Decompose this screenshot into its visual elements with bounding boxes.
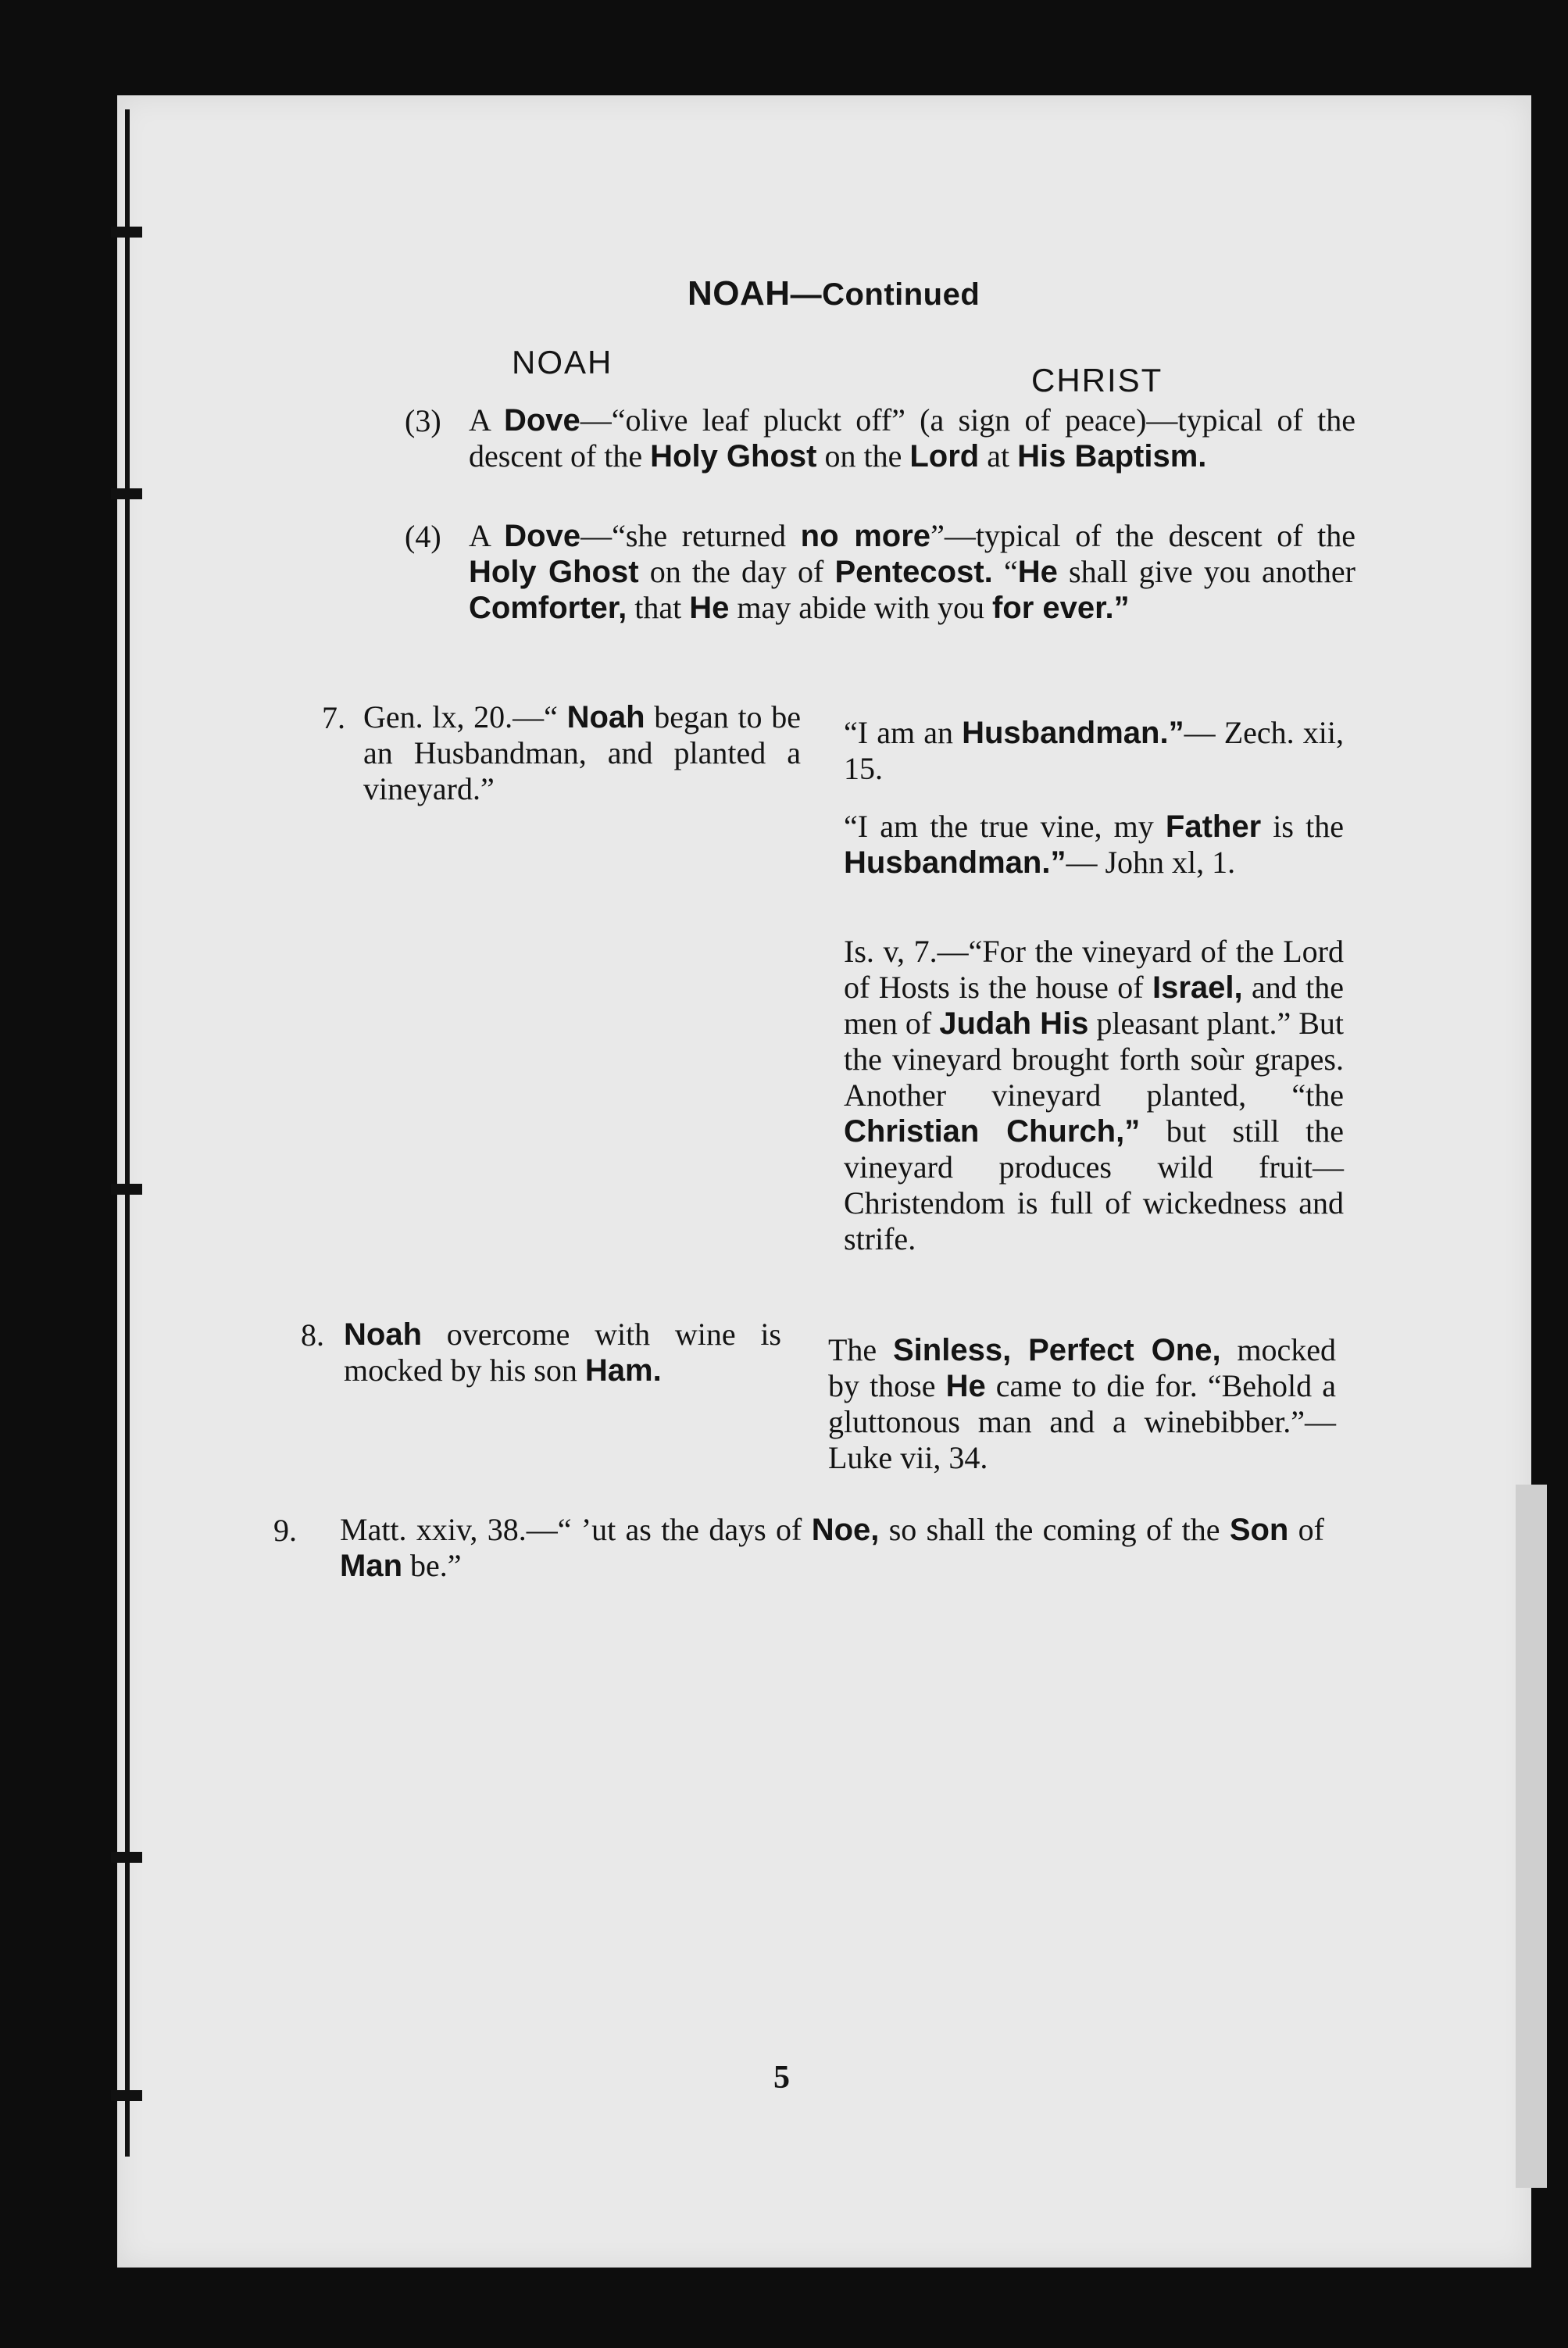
item-4-text: A Dove—“she returned no more”—typical of the descent of the Holy Ghost on the day of Pentecost. “He shall give you another Comforter, that He may abide with you for ever.” [469, 518, 1356, 625]
item-8-right: The Sinless, Perfect One, mocked by those He came to die for. “Behold a gluttonous man and a winebibber.”—Luke vii, 34. [828, 1332, 1337, 1475]
item-number: (4) [405, 519, 441, 554]
title-main: NOAH [688, 274, 791, 313]
column-header-christ: CHRIST [1031, 362, 1163, 398]
item-7-left: Gen. lx, 20.—“ Noah began to be an Husbandman, and planted a vineyard.” [363, 699, 801, 806]
page-title [688, 273, 980, 313]
binding-stitch [111, 1184, 142, 1195]
item-number: (3) [405, 403, 441, 438]
item-number: 8. [301, 1317, 324, 1353]
binding-stitch [111, 488, 142, 499]
item-9-text: Matt. xxiv, 38.—“ ’ut as the days of Noe, so shall the coming of the Son of Man be.” [340, 1512, 1325, 1583]
item-7-right-zech: “I am an Husbandman.”— Zech. xii, 15. [844, 715, 1345, 786]
binding-stitch [111, 227, 142, 238]
item-number: 7. [322, 700, 345, 735]
page-edge [1516, 1485, 1547, 2188]
item-8-left: Noah overcome with wine is mocked by his son Ham. [344, 1317, 781, 1388]
item-number: 9. [273, 1513, 297, 1548]
title-suffix: —Continued [790, 277, 980, 312]
page-number: 5 [773, 2060, 790, 2096]
binding-stitch [111, 2090, 142, 2101]
item-7-right-john: “I am the true vine, my Father is the Husbandman.”— John xl, 1. [844, 809, 1344, 880]
binding-spine [125, 109, 130, 2157]
binding-stitch [111, 1852, 142, 1863]
column-header-noah: NOAH [512, 344, 613, 381]
item-3-text: A Dove—“olive leaf pluckt off” (a sign of peace)—typical of the descent of the Holy Ghost on the Lord at His Baptism. [469, 402, 1355, 474]
item-7-right-isaiah: Is. v, 7.—“For the vineyard of the Lord of Hosts is the house of Israel, and the men of Judah His pleasant plant.” But the vineyard brought forth soùr grapes. Another vineyard planted, “the Christian Church,” but still the vineyard produces wild fruit—Christendom is full of wickedness and strife. [844, 934, 1345, 1256]
